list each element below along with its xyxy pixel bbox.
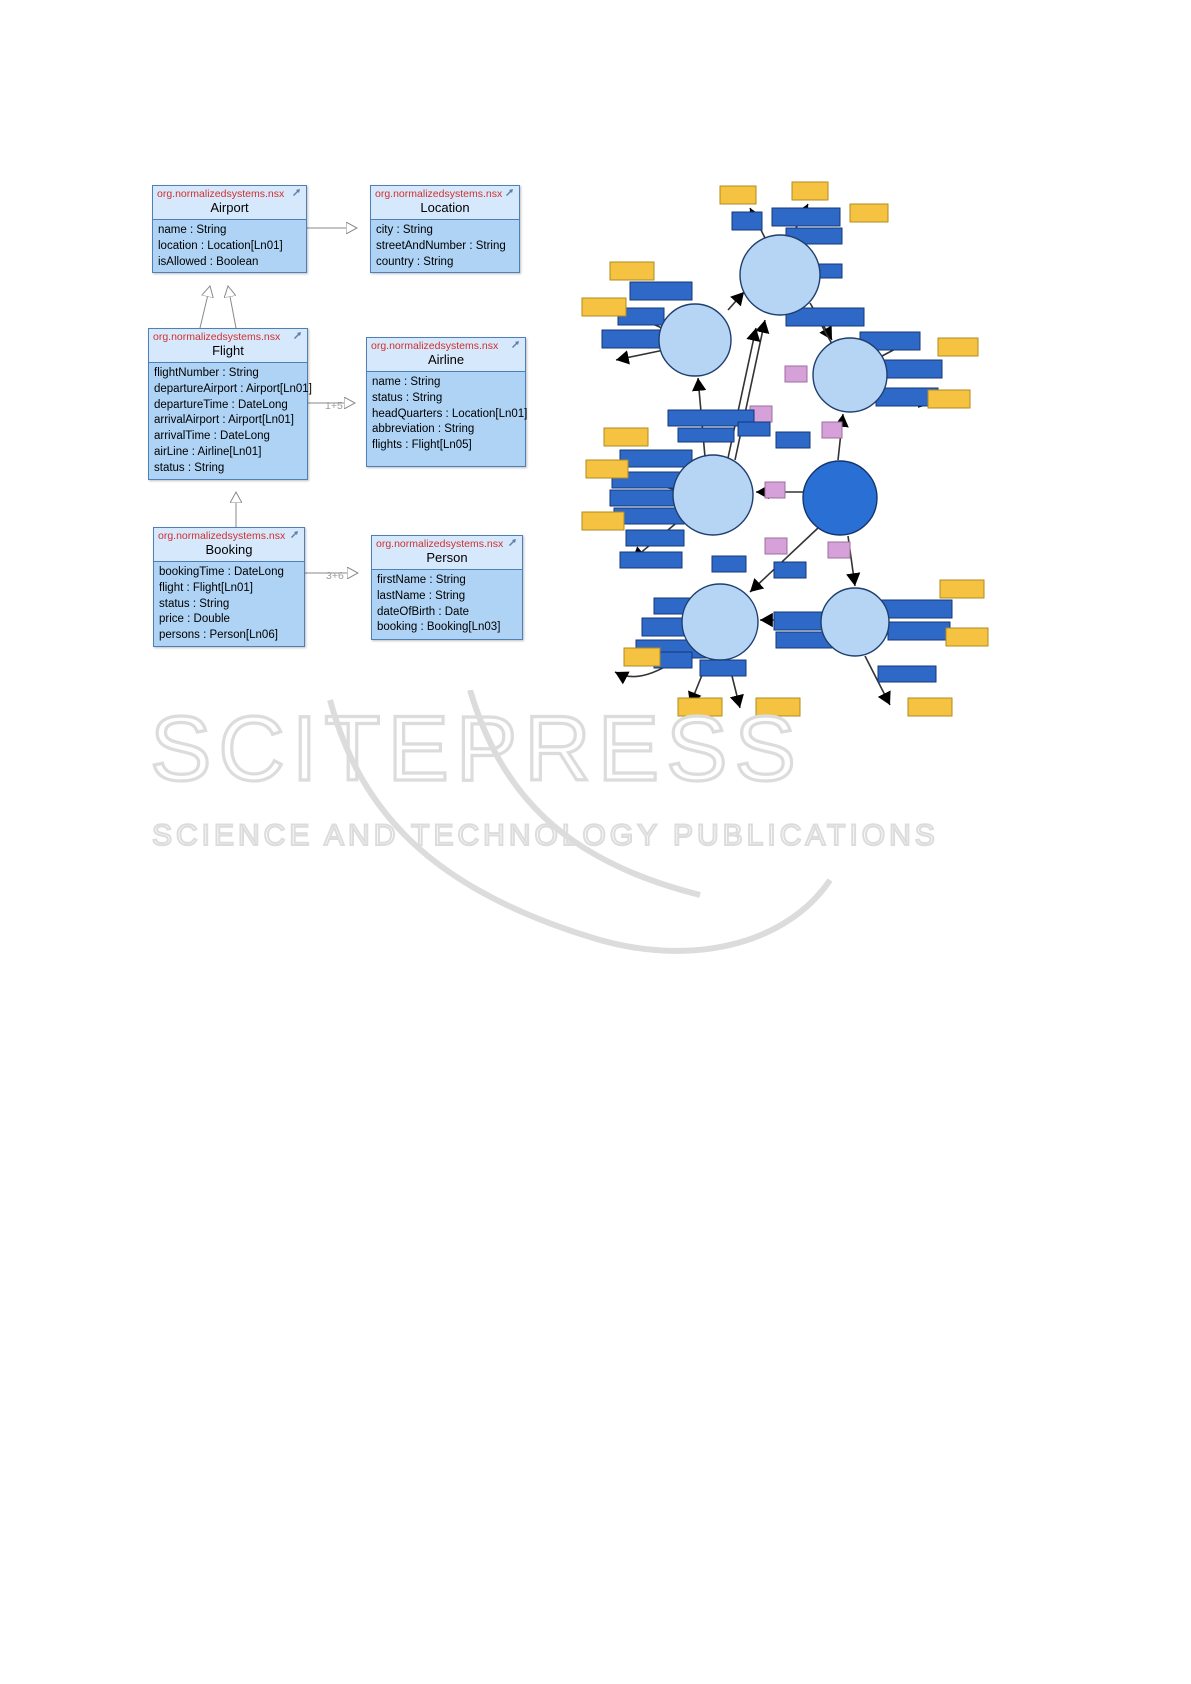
uml-attribute: city : String [376,224,433,236]
uml-class-location-attributes [371,220,519,274]
uml-class-person-name: Person [426,550,468,565]
uml-attribute: arrivalTime : DateLong [154,430,270,443]
uml-attribute: status : String [372,391,443,404]
graph-node-selected [803,461,877,535]
watermark-line1: SCITEPRESS [150,698,803,800]
uml-attribute: dateOfBirth : Date [377,605,470,618]
uml-attribute: headQuarters : Location[Ln01] [372,407,528,420]
graph-nodes[interactable] [659,235,889,660]
uml-attribute: status : String [159,597,230,610]
uml-attribute: departureAirport : Airport[Ln01] [154,382,312,395]
element-badge-icon [505,187,517,199]
uml-class-booking-name: Booking [205,542,253,557]
element-badge-icon [511,339,523,351]
uml-class-person[interactable] [371,535,523,640]
uml-attribute: name : String [158,224,227,236]
uml-class-booking-package: org.normalizedsystems.nsx [158,530,286,542]
uml-class-airline-package: org.normalizedsystems.nsx [371,340,499,352]
graph-node [682,584,758,660]
uml-class-flight[interactable] [148,328,312,480]
uml-attribute: flights : Flight[Ln05] [372,439,472,452]
graph-node [740,235,820,315]
uml-class-airline-header [367,338,525,372]
uml-class-location-name: Location [420,200,470,215]
uml-class-airport-attributes [153,220,306,274]
uml-class-airport-package: org.normalizedsystems.nsx [157,188,285,200]
uml-attribute: departureTime : DateLong [154,398,288,411]
uml-class-booking-attributes [154,562,304,648]
uml-class-flight-header [149,329,307,363]
uml-class-airport-header [153,186,306,220]
uml-class-airline-name: Airline [427,352,465,367]
uml-class-location[interactable] [370,185,520,273]
element-badge-icon [290,529,302,541]
uml-attribute: lastName : String [377,589,466,602]
uml-class-airline-attributes [367,372,528,458]
graph-node [813,338,887,412]
graph-node [821,588,889,656]
expansion-graph[interactable] [560,160,1020,760]
uml-class-location-package: org.normalizedsystems.nsx [375,188,503,200]
element-badge-icon [508,537,520,549]
uml-attribute: persons : Person[Ln06] [159,629,278,642]
multiplicity-label-booking-person: 3+6 [326,570,344,582]
graph-node [659,304,731,376]
uml-attribute: name : String [372,376,441,388]
uml-attribute: location : Location[Ln01] [158,239,283,252]
uml-class-person-package: org.normalizedsystems.nsx [376,538,504,550]
graph-node [673,455,753,535]
uml-attribute: airLine : Airline[Ln01] [154,445,262,458]
uml-attribute: bookingTime : DateLong [159,566,284,578]
uml-attribute: abbreviation : String [372,423,475,436]
uml-attribute: flightNumber : String [154,367,259,379]
uml-class-flight-package: org.normalizedsystems.nsx [153,331,281,343]
uml-class-person-header [372,536,522,570]
uml-class-location-header [371,186,519,220]
uml-class-flight-attributes [149,363,312,481]
uml-attribute: isAllowed : Boolean [158,255,259,268]
multiplicity-label-flight-airline: 1+5 [325,400,343,412]
uml-class-airline[interactable] [366,337,526,467]
uml-class-booking[interactable] [153,527,305,647]
uml-attribute: flight : Flight[Ln01] [159,581,253,594]
uml-attribute: status : String [154,461,225,474]
uml-attribute: country : String [376,255,454,268]
uml-attribute: price : Double [159,613,230,626]
watermark-line2: SCIENCE AND TECHNOLOGY PUBLICATIONS [152,819,939,852]
uml-class-booking-header [154,528,304,562]
uml-attribute: booking : Booking[Ln03] [377,621,501,634]
uml-class-flight-name: Flight [212,343,244,358]
element-badge-icon [292,187,304,199]
uml-class-airport[interactable] [152,185,307,273]
element-badge-icon [293,330,305,342]
uml-attribute: arrivalAirport : Airport[Ln01] [154,414,294,427]
uml-class-airport-name: Airport [210,200,249,215]
uml-attribute: firstName : String [377,574,466,586]
uml-attribute: streetAndNumber : String [376,239,506,252]
uml-class-person-attributes [372,570,522,640]
